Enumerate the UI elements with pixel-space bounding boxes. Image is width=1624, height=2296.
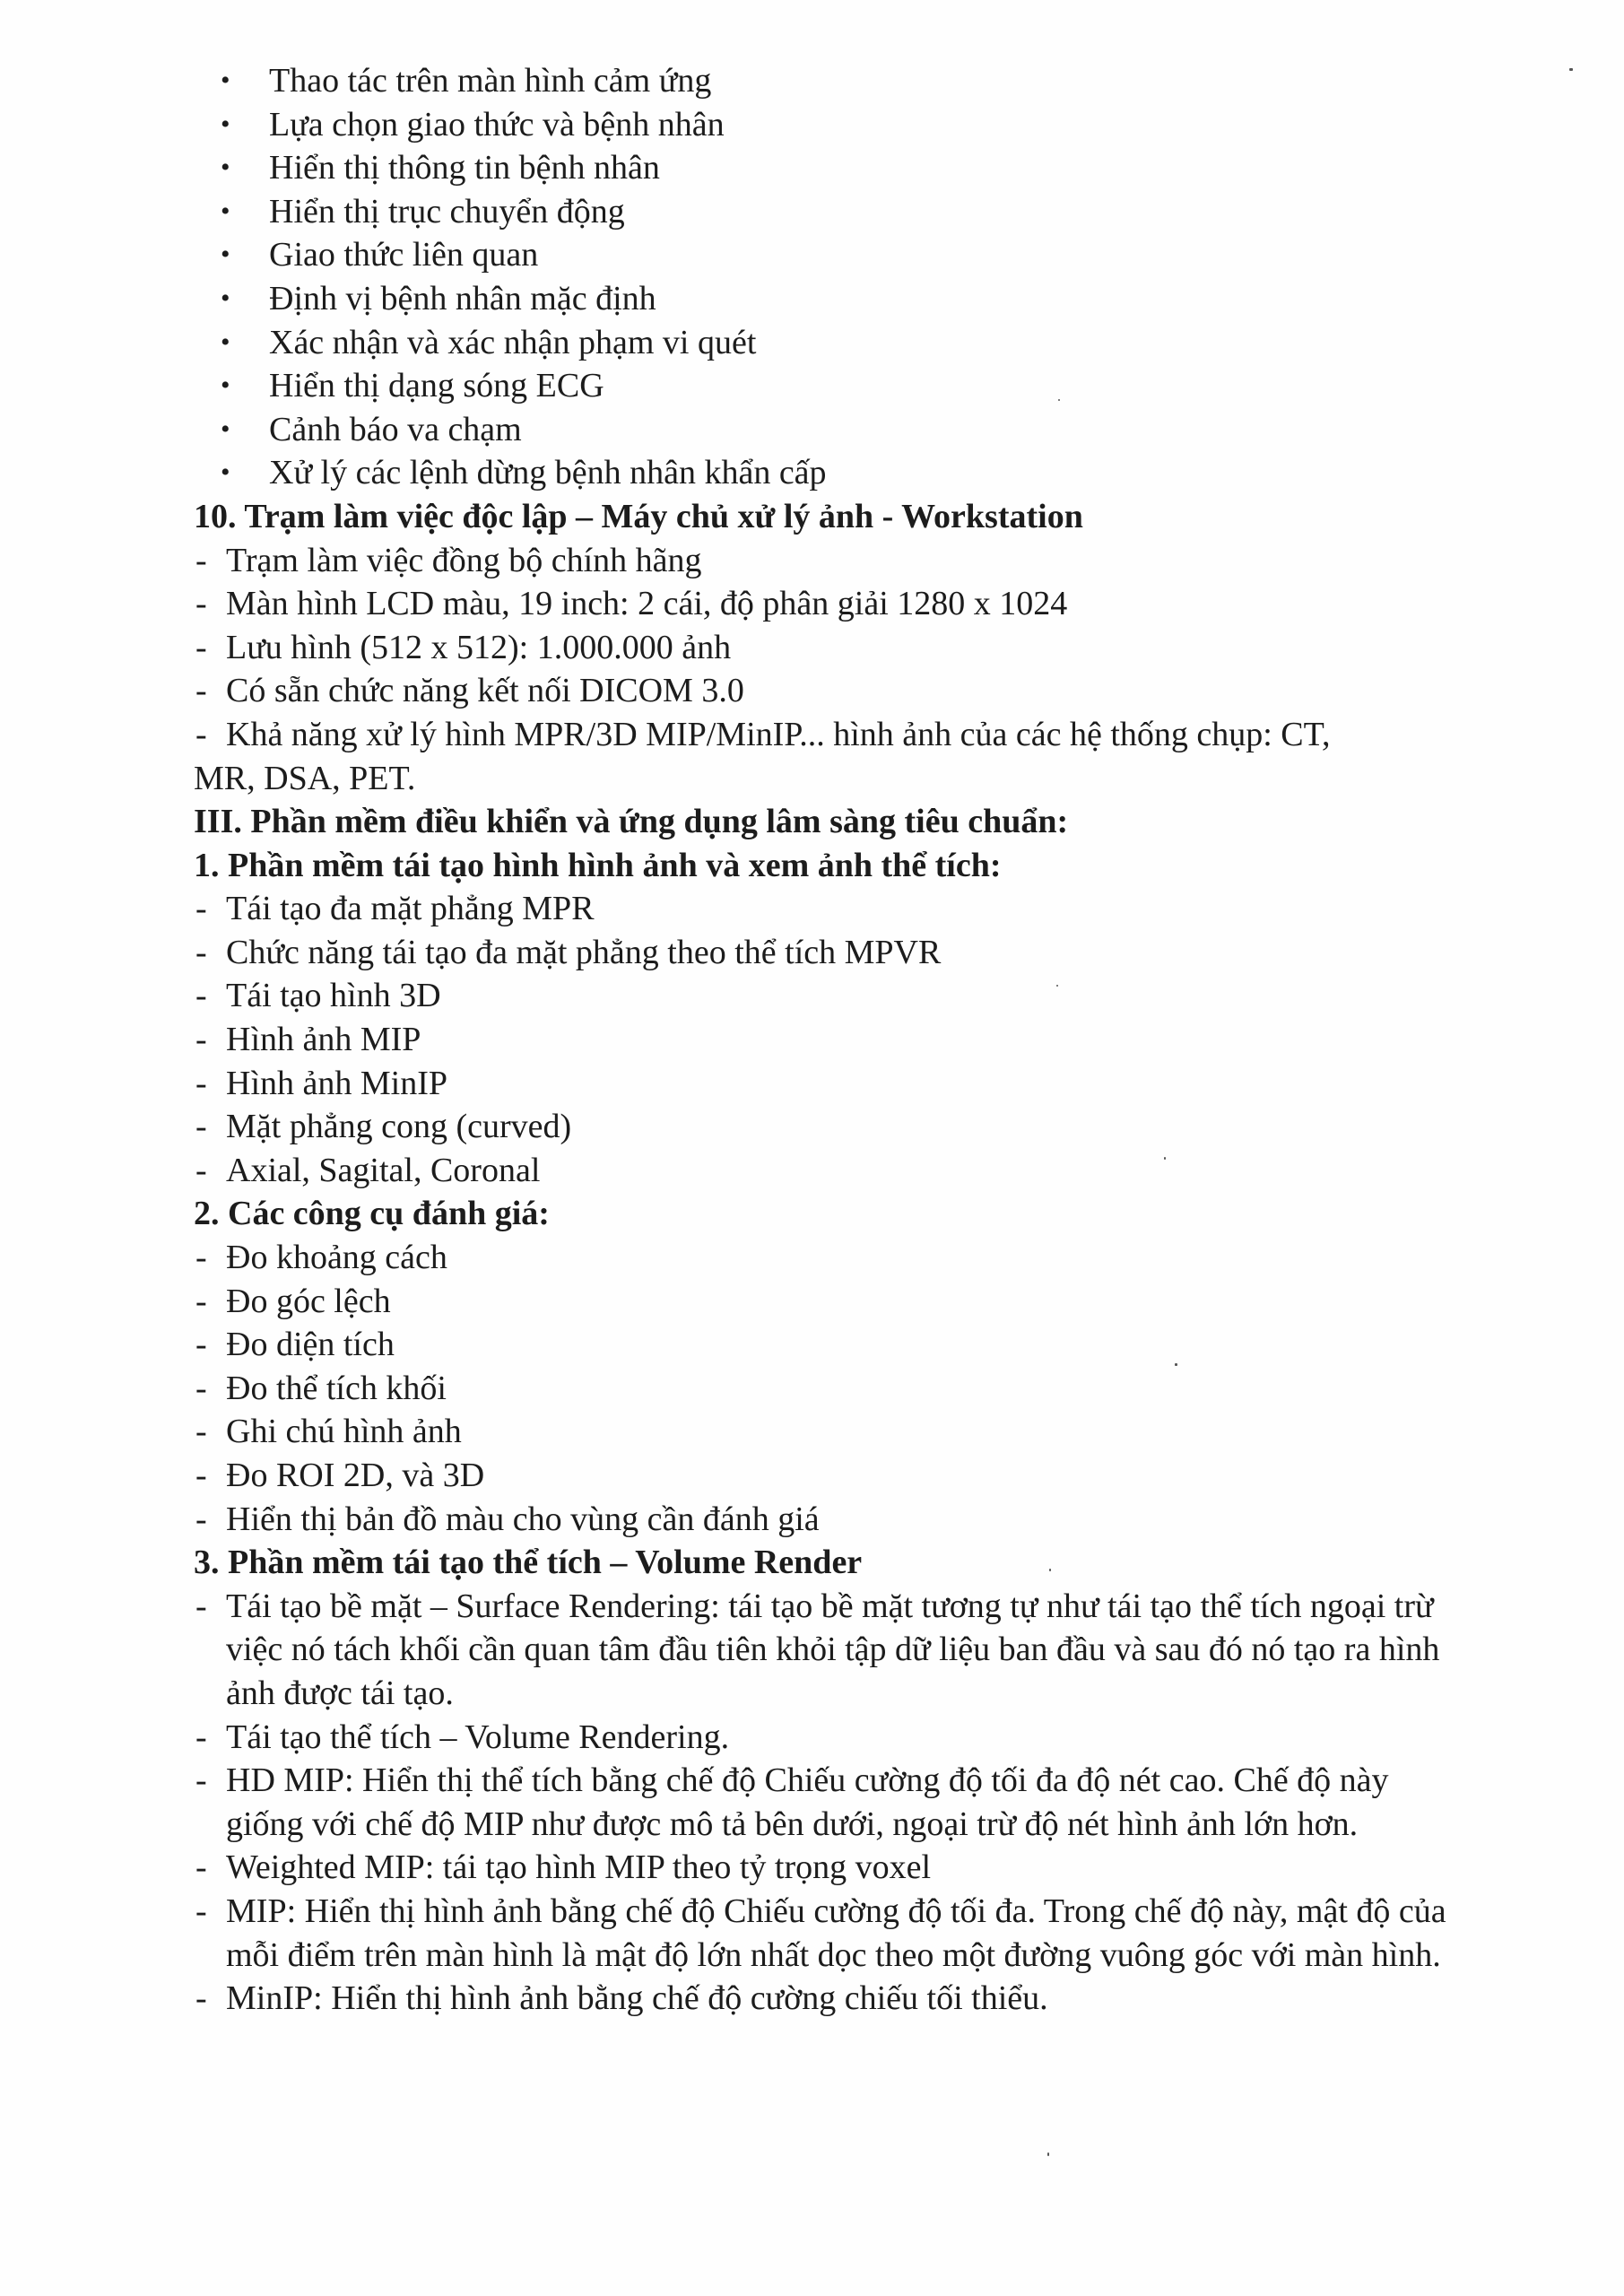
dash-text: Đo góc lệch [226, 1282, 391, 1320]
bullet-mark: • [221, 65, 230, 95]
dash-text: Có sẵn chức năng kết nối DICOM 3.0 [226, 672, 744, 710]
feature-bullet-list [194, 59, 1485, 495]
bullet-item [194, 364, 1485, 408]
dash-item [194, 1018, 1485, 1062]
dash-item [194, 1062, 1485, 1106]
dash-item [194, 1149, 1485, 1193]
dash-mark: - [195, 1151, 207, 1189]
bullet-text: Thao tác trên màn hình cảm ứng [269, 62, 712, 100]
dash-item [194, 1280, 1485, 1324]
bullet-mark: • [221, 109, 230, 139]
dash-item [194, 626, 1485, 670]
bullet-item [194, 103, 1485, 147]
dash-item [194, 1498, 1485, 1542]
dash-item [194, 1454, 1485, 1498]
dash-mark: - [195, 977, 207, 1015]
dash-continuation-text: MR, DSA, PET. [194, 759, 416, 797]
section-iii-heading: III. Phần mềm điều khiển và ứng dụng lâm sàng tiêu chuẩn: [194, 803, 1069, 841]
dash-item [194, 1236, 1485, 1280]
section-10-list [194, 539, 1485, 801]
bullet-mark: • [221, 413, 230, 444]
dash-item [194, 582, 1485, 626]
dash-text: Hiển thị bản đồ màu cho vùng cần đánh giá [226, 1500, 820, 1538]
bullet-text: Định vị bệnh nhân mặc định [269, 279, 656, 317]
dash-mark: - [195, 1979, 207, 2018]
dash-mark: - [195, 672, 207, 710]
dash-item [194, 1410, 1485, 1454]
dash-mark: - [195, 1369, 207, 1407]
subsection-1-list [194, 887, 1485, 1192]
dash-text: Tái tạo thể tích – Volume Rendering. [226, 1718, 730, 1756]
dash-item [194, 1585, 1485, 1716]
dash-text: Trạm làm việc đồng bộ chính hãng [226, 541, 702, 579]
dash-text: Đo khoảng cách [226, 1239, 447, 1277]
scan-speck [1049, 1569, 1051, 1571]
subsection-2-heading: 2. Các công cụ đánh giá: [194, 1195, 550, 1233]
dash-item [194, 669, 1485, 713]
bullet-item [194, 277, 1485, 321]
dash-mark: - [195, 933, 207, 971]
bullet-text: Hiển thị trục chuyển động [269, 192, 625, 230]
dash-mark: - [195, 715, 207, 753]
bullet-mark: • [221, 196, 230, 226]
bullet-mark: • [221, 152, 230, 183]
dash-text: Tái tạo hình 3D [226, 977, 441, 1015]
scan-speck [1164, 1157, 1166, 1160]
dash-text: Tái tạo đa mặt phẳng MPR [226, 890, 595, 928]
dash-text: Mặt phẳng cong (curved) [226, 1108, 572, 1146]
dash-text: Hình ảnh MIP [226, 1021, 421, 1059]
dash-text: Lưu hình (512 x 512): 1.000.000 ảnh [226, 628, 732, 666]
bullet-item [194, 451, 1485, 495]
scan-speck [1047, 2152, 1049, 2156]
dash-text: HD MIP: Hiển thị thể tích bằng chế độ Chiếu cường độ tối đa độ nét cao. Chế độ này giống với chế độ MIP như được mô tả bên dưới, ngoại trừ độ nét hình ảnh lớn hơn. [226, 1761, 1389, 1843]
scan-speck [1569, 68, 1573, 71]
dash-mark: - [195, 1500, 207, 1538]
dash-mark: - [195, 1239, 207, 1277]
bullet-mark: • [221, 457, 230, 488]
dash-item [194, 1105, 1485, 1149]
dash-item [194, 974, 1485, 1018]
dash-item [194, 1977, 1485, 2021]
bullet-text: Lựa chọn giao thức và bệnh nhân [269, 105, 725, 144]
subsection-3-list [194, 1585, 1485, 2021]
dash-item [194, 539, 1485, 583]
subsection-1-heading: 1. Phần mềm tái tạo hình hình ảnh và xem ảnh thể tích: [194, 846, 1002, 884]
bullet-item [194, 233, 1485, 277]
dash-text: Đo thể tích khối [226, 1369, 447, 1407]
dash-text: Màn hình LCD màu, 19 inch: 2 cái, độ phân giải 1280 x 1024 [226, 585, 1068, 623]
dash-mark: - [195, 1108, 207, 1146]
bullet-item [194, 408, 1485, 452]
dash-item [194, 713, 1485, 757]
dash-text: MIP: Hiển thị hình ảnh bằng chế độ Chiếu cường độ tối đa. Trong chế độ này, mật độ của mỗi điểm trên màn hình là mật độ lớn nhất dọc theo một đường vuông góc với màn hình. [226, 1892, 1446, 1974]
section-10-heading: 10. Trạm làm việc độc lập – Máy chủ xử lý ảnh - Workstation [194, 497, 1083, 535]
bullet-text: Hiển thị thông tin bệnh nhân [269, 149, 660, 187]
dash-text: Weighted MIP: tái tạo hình MIP theo tỷ trọng voxel [226, 1848, 932, 1887]
bullet-item [194, 146, 1485, 190]
bullet-text: Hiển thị dạng sóng ECG [269, 367, 604, 405]
dash-text: Đo diện tích [226, 1326, 395, 1364]
bullet-text: Xác nhận và xác nhận phạm vi quét [269, 323, 757, 361]
dash-item [194, 1367, 1485, 1411]
dash-text: Chức năng tái tạo đa mặt phẳng theo thể tích MPVR [226, 933, 942, 971]
bullet-mark: • [221, 326, 230, 357]
bullet-item [194, 59, 1485, 103]
dash-text: Ghi chú hình ảnh [226, 1413, 462, 1451]
dash-text: Khả năng xử lý hình MPR/3D MIP/MinIP... hình ảnh của các hệ thống chụp: CT, [226, 715, 1331, 753]
dash-mark: - [195, 1021, 207, 1059]
dash-mark: - [195, 890, 207, 928]
bullet-mark: • [221, 283, 230, 313]
bullet-text: Giao thức liên quan [269, 236, 539, 274]
dash-mark: - [195, 1064, 207, 1102]
dash-mark: - [195, 1718, 207, 1756]
dash-item [194, 1846, 1485, 1890]
bullet-mark: • [221, 370, 230, 401]
bullet-text: Cảnh báo va chạm [269, 410, 522, 448]
dash-text: Đo ROI 2D, và 3D [226, 1457, 485, 1494]
bullet-item [194, 321, 1485, 365]
dash-mark: - [195, 1282, 207, 1320]
dash-item [194, 1323, 1485, 1367]
dash-item [194, 1716, 1485, 1760]
scan-speck [1056, 985, 1058, 987]
dash-text: Axial, Sagital, Coronal [226, 1151, 541, 1189]
dash-mark: - [195, 1326, 207, 1364]
document-body [194, 59, 1485, 2021]
dash-text: Hình ảnh MinIP [226, 1064, 447, 1102]
dash-item [194, 1759, 1485, 1846]
bullet-text: Xử lý các lệnh dừng bệnh nhân khẩn cấp [269, 454, 827, 492]
subsection-3-heading: 3. Phần mềm tái tạo thể tích – Volume Render [194, 1544, 863, 1582]
dash-mark: - [195, 541, 207, 579]
dash-item [194, 887, 1485, 931]
dash-text: Tái tạo bề mặt – Surface Rendering: tái tạo bề mặt tương tự như tái tạo thể tích ngoại trừ việc nó tách khối cần quan tâm đầu tiên khỏi tập dữ liệu ban đầu và sau đó nó tạo ra hình ảnh được tái tạo. [226, 1587, 1440, 1712]
bullet-mark: • [221, 239, 230, 270]
scan-speck [1175, 1363, 1177, 1366]
dash-item [194, 1890, 1485, 1977]
dash-mark: - [195, 1892, 207, 1930]
dash-mark: - [195, 1761, 207, 1800]
subsection-2-list [194, 1236, 1485, 1541]
dash-item [194, 931, 1485, 975]
dash-mark: - [195, 1413, 207, 1451]
dash-text: MinIP: Hiển thị hình ảnh bằng chế độ cường chiếu tối thiểu. [226, 1979, 1048, 2018]
dash-mark: - [195, 1587, 207, 1625]
dash-mark: - [195, 1457, 207, 1494]
dash-mark: - [195, 585, 207, 623]
dash-mark: - [195, 628, 207, 666]
bullet-item [194, 190, 1485, 234]
scan-speck [1058, 399, 1060, 401]
dash-mark: - [195, 1848, 207, 1887]
